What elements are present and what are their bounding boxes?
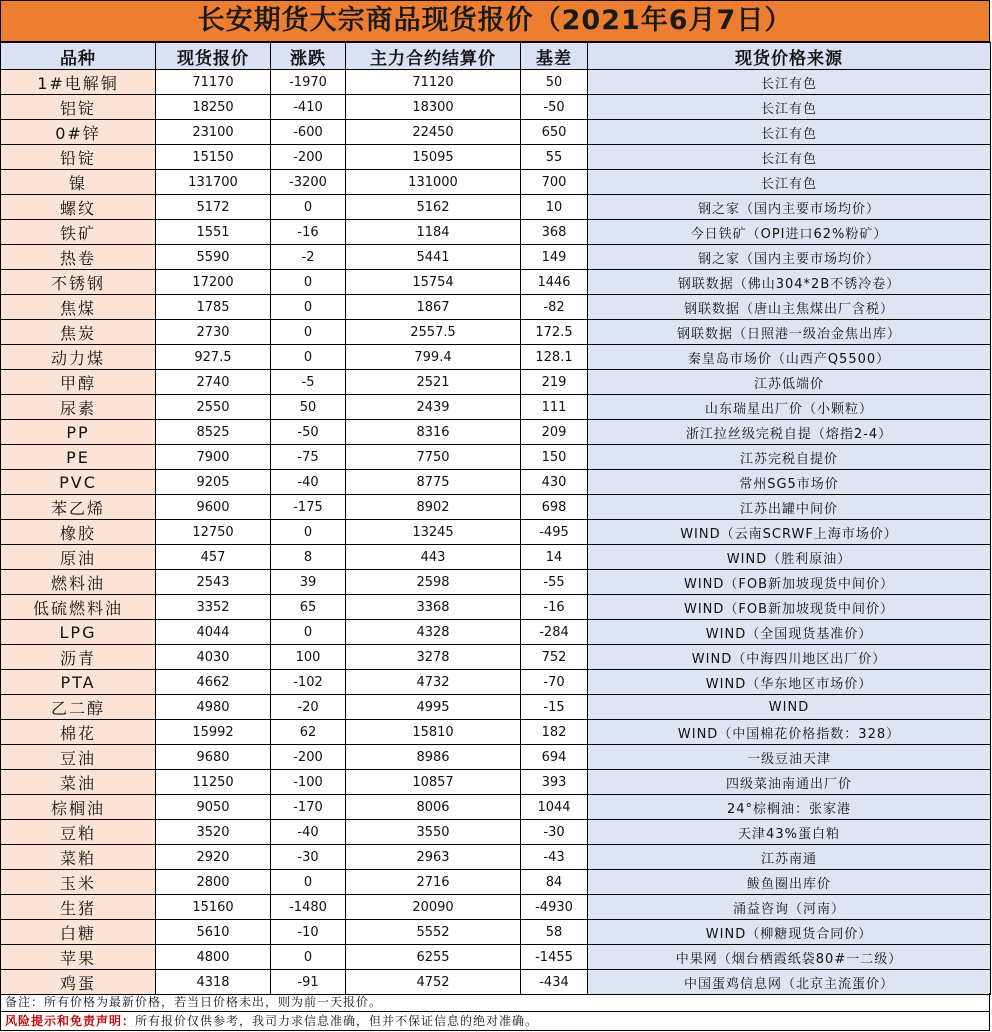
settlement-cell: 1867 (346, 295, 521, 320)
table-row (1, 395, 991, 420)
table-row (1, 245, 991, 270)
change-cell: 0 (271, 620, 346, 645)
basis-cell: 10 (521, 195, 588, 220)
variety-cell: 豆粕 (1, 820, 156, 845)
change-cell: -170 (271, 795, 346, 820)
table-row (1, 895, 991, 920)
settlement-cell: 8902 (346, 495, 521, 520)
source-cell: 钢联数据（日照港一级冶金焦出库） (588, 320, 991, 345)
variety-cell: 菜油 (1, 770, 156, 795)
variety-cell: 0#锌 (1, 120, 156, 145)
basis-cell: -82 (521, 295, 588, 320)
change-cell: 65 (271, 595, 346, 620)
settlement-cell: 8316 (346, 420, 521, 445)
settlement-cell: 3550 (346, 820, 521, 845)
source-cell: 长江有色 (588, 170, 991, 195)
source-cell: 钢联数据（唐山主焦煤出厂含税） (588, 295, 991, 320)
change-cell: -40 (271, 470, 346, 495)
basis-cell: 430 (521, 470, 588, 495)
basis-cell: -4930 (521, 895, 588, 920)
source-cell: WIND（全国现货基准价） (588, 620, 991, 645)
source-cell: WIND（中国棉花价格指数：328） (588, 720, 991, 745)
basis-cell: -284 (521, 620, 588, 645)
variety-cell: 燃料油 (1, 570, 156, 595)
change-cell: -200 (271, 745, 346, 770)
source-cell: 长江有色 (588, 95, 991, 120)
spot-price-cell: 2920 (156, 845, 271, 870)
spot-price-cell: 5172 (156, 195, 271, 220)
basis-cell: 172.5 (521, 320, 588, 345)
variety-cell: 乙二醇 (1, 695, 156, 720)
variety-cell: 橡胶 (1, 520, 156, 545)
basis-cell: 150 (521, 445, 588, 470)
spot-price-cell: 7900 (156, 445, 271, 470)
settlement-cell: 5552 (346, 920, 521, 945)
table-row (1, 120, 991, 145)
basis-cell: 368 (521, 220, 588, 245)
source-cell: 钢之家（国内主要市场均价） (588, 195, 991, 220)
spot-price-cell: 9050 (156, 795, 271, 820)
basis-cell: 1044 (521, 795, 588, 820)
change-cell: -1480 (271, 895, 346, 920)
price-table (0, 42, 991, 995)
basis-cell: 694 (521, 745, 588, 770)
settlement-cell: 2557.5 (346, 320, 521, 345)
basis-cell: -70 (521, 670, 588, 695)
table-row (1, 145, 991, 170)
change-cell: -5 (271, 370, 346, 395)
spot-price-cell: 5590 (156, 245, 271, 270)
table-row (1, 95, 991, 120)
table-row (1, 345, 991, 370)
basis-cell: 752 (521, 645, 588, 670)
source-cell: 常州SG5市场价 (588, 470, 991, 495)
settlement-cell: 8775 (346, 470, 521, 495)
basis-cell: 55 (521, 145, 588, 170)
spot-price-cell: 4318 (156, 970, 271, 995)
spot-price-cell: 15992 (156, 720, 271, 745)
source-cell: 中果网（烟台栖霞纸袋80#一二级） (588, 945, 991, 970)
basis-cell: 14 (521, 545, 588, 570)
change-cell: -75 (271, 445, 346, 470)
settlement-cell: 10857 (346, 770, 521, 795)
spot-price-cell: 15150 (156, 145, 271, 170)
table-row (1, 70, 991, 95)
change-cell: -10 (271, 920, 346, 945)
spot-price-cell: 9205 (156, 470, 271, 495)
variety-cell: 玉米 (1, 870, 156, 895)
variety-cell: 铝锭 (1, 95, 156, 120)
change-cell: -16 (271, 220, 346, 245)
basis-cell: 50 (521, 70, 588, 95)
settlement-cell: 15754 (346, 270, 521, 295)
change-cell: -30 (271, 845, 346, 870)
variety-cell: 尿素 (1, 395, 156, 420)
change-cell: -3200 (271, 170, 346, 195)
table-row (1, 295, 991, 320)
change-cell: 0 (271, 195, 346, 220)
settlement-cell: 15810 (346, 720, 521, 745)
table-row (1, 595, 991, 620)
change-cell: -200 (271, 145, 346, 170)
table-row (1, 695, 991, 720)
spot-price-cell: 23100 (156, 120, 271, 145)
table-row (1, 420, 991, 445)
change-cell: 0 (271, 945, 346, 970)
change-cell: -20 (271, 695, 346, 720)
risk-label: 风险提示和免责声明： (5, 1014, 136, 1028)
basis-cell: 149 (521, 245, 588, 270)
variety-cell: 动力煤 (1, 345, 156, 370)
change-cell: -50 (271, 420, 346, 445)
basis-cell: 1446 (521, 270, 588, 295)
spot-price-cell: 457 (156, 545, 271, 570)
source-cell: 四级菜油南通出厂价 (588, 770, 991, 795)
header-settlement: 主力合约结算价 (346, 43, 521, 70)
header-variety: 品种 (1, 43, 156, 70)
variety-cell: 焦煤 (1, 295, 156, 320)
settlement-cell: 2439 (346, 395, 521, 420)
source-cell: WIND (588, 695, 991, 720)
variety-cell: PP (1, 420, 156, 445)
source-cell: 浙江拉丝级完税自提（熔指2-4） (588, 420, 991, 445)
basis-cell: -15 (521, 695, 588, 720)
basis-cell: 698 (521, 495, 588, 520)
source-cell: 江苏出罐中间价 (588, 495, 991, 520)
source-cell: 秦皇岛市场价（山西产Q5500） (588, 345, 991, 370)
variety-cell: 甲醇 (1, 370, 156, 395)
table-row (1, 270, 991, 295)
source-cell: WIND（华东地区市场价） (588, 670, 991, 695)
settlement-cell: 4995 (346, 695, 521, 720)
settlement-cell: 20090 (346, 895, 521, 920)
settlement-cell: 4328 (346, 620, 521, 645)
spot-price-cell: 2543 (156, 570, 271, 595)
table-row (1, 970, 991, 995)
settlement-cell: 3368 (346, 595, 521, 620)
basis-cell: 58 (521, 920, 588, 945)
source-cell: 鲅鱼圈出库价 (588, 870, 991, 895)
table-row (1, 670, 991, 695)
change-cell: -40 (271, 820, 346, 845)
settlement-cell: 8986 (346, 745, 521, 770)
basis-cell: -495 (521, 520, 588, 545)
table-row (1, 795, 991, 820)
settlement-cell: 5162 (346, 195, 521, 220)
table-row (1, 445, 991, 470)
variety-cell: LPG (1, 620, 156, 645)
variety-cell: 原油 (1, 545, 156, 570)
settlement-cell: 3278 (346, 645, 521, 670)
source-cell: WIND（中海四川地区出厂价） (588, 645, 991, 670)
variety-cell: PTA (1, 670, 156, 695)
settlement-cell: 4752 (346, 970, 521, 995)
variety-cell: 铁矿 (1, 220, 156, 245)
table-row (1, 770, 991, 795)
table-row (1, 170, 991, 195)
spot-price-cell: 3520 (156, 820, 271, 845)
spot-price-cell: 1551 (156, 220, 271, 245)
basis-cell: 219 (521, 370, 588, 395)
variety-cell: 白糖 (1, 920, 156, 945)
source-cell: 一级豆油天津 (588, 745, 991, 770)
source-cell: WIND（FOB新加坡现货中间价） (588, 595, 991, 620)
basis-cell: -16 (521, 595, 588, 620)
source-cell: 天津43%蛋白粕 (588, 820, 991, 845)
settlement-cell: 443 (346, 545, 521, 570)
basis-cell: 650 (521, 120, 588, 145)
source-cell: 涌益咨询（河南） (588, 895, 991, 920)
source-cell: 24°棕榈油：张家港 (588, 795, 991, 820)
table-body (1, 70, 991, 995)
risk-disclaimer (0, 1012, 990, 1031)
spot-price-cell: 17200 (156, 270, 271, 295)
source-cell: WIND（胜利原油） (588, 545, 991, 570)
table-row (1, 945, 991, 970)
change-cell: 0 (271, 320, 346, 345)
settlement-cell: 18300 (346, 95, 521, 120)
spot-price-cell: 4030 (156, 645, 271, 670)
change-cell: 39 (271, 570, 346, 595)
settlement-cell: 2521 (346, 370, 521, 395)
change-cell: 100 (271, 645, 346, 670)
basis-cell: 128.1 (521, 345, 588, 370)
change-cell: 50 (271, 395, 346, 420)
variety-cell: 热卷 (1, 245, 156, 270)
source-cell: 江苏低端价 (588, 370, 991, 395)
settlement-cell: 22450 (346, 120, 521, 145)
spot-price-cell: 4800 (156, 945, 271, 970)
settlement-cell: 2963 (346, 845, 521, 870)
change-cell: 8 (271, 545, 346, 570)
change-cell: -600 (271, 120, 346, 145)
change-cell: 0 (271, 520, 346, 545)
variety-cell: 豆油 (1, 745, 156, 770)
spot-price-cell: 4662 (156, 670, 271, 695)
variety-cell: 不锈钢 (1, 270, 156, 295)
change-cell: -102 (271, 670, 346, 695)
variety-cell: 棕榈油 (1, 795, 156, 820)
basis-cell: 209 (521, 420, 588, 445)
settlement-cell: 2598 (346, 570, 521, 595)
spot-price-cell: 2740 (156, 370, 271, 395)
change-cell: -91 (271, 970, 346, 995)
source-cell: 山东瑞星出厂价（小颗粒） (588, 395, 991, 420)
table-row (1, 920, 991, 945)
variety-cell: 螺纹 (1, 195, 156, 220)
source-cell: 今日铁矿（OPI进口62%粉矿） (588, 220, 991, 245)
change-cell: 0 (271, 295, 346, 320)
variety-cell: 鸡蛋 (1, 970, 156, 995)
basis-cell: -43 (521, 845, 588, 870)
spot-price-cell: 71170 (156, 70, 271, 95)
spot-price-cell: 2730 (156, 320, 271, 345)
table-row (1, 320, 991, 345)
change-cell: -410 (271, 95, 346, 120)
table-row (1, 220, 991, 245)
variety-cell: 生猪 (1, 895, 156, 920)
settlement-cell: 13245 (346, 520, 521, 545)
header-source: 现货价格来源 (588, 43, 991, 70)
source-cell: 钢联数据（佛山304*2B不锈冷卷） (588, 270, 991, 295)
basis-cell: -434 (521, 970, 588, 995)
variety-cell: 菜粕 (1, 845, 156, 870)
settlement-cell: 71120 (346, 70, 521, 95)
table-row (1, 195, 991, 220)
change-cell: 0 (271, 870, 346, 895)
variety-cell: 沥青 (1, 645, 156, 670)
change-cell: -1970 (271, 70, 346, 95)
settlement-cell: 799.4 (346, 345, 521, 370)
table-row (1, 545, 991, 570)
spot-price-cell: 4980 (156, 695, 271, 720)
source-cell: 长江有色 (588, 70, 991, 95)
change-cell: -175 (271, 495, 346, 520)
footnote: 备注：所有价格为最新价格，若当日价格未出，则为前一天报价。 (0, 993, 990, 1012)
settlement-cell: 5441 (346, 245, 521, 270)
change-cell: -100 (271, 770, 346, 795)
spot-price-cell: 2800 (156, 870, 271, 895)
header-row (1, 43, 991, 70)
spot-price-cell: 9600 (156, 495, 271, 520)
table-row (1, 570, 991, 595)
variety-cell: 焦炭 (1, 320, 156, 345)
source-cell: 钢之家（国内主要市场均价） (588, 245, 991, 270)
settlement-cell: 4732 (346, 670, 521, 695)
variety-cell: 低硫燃料油 (1, 595, 156, 620)
source-cell: 中国蛋鸡信息网（北京主流蛋价） (588, 970, 991, 995)
basis-cell: 393 (521, 770, 588, 795)
table-row (1, 720, 991, 745)
settlement-cell: 6255 (346, 945, 521, 970)
spot-price-cell: 1785 (156, 295, 271, 320)
table-row (1, 820, 991, 845)
settlement-cell: 2716 (346, 870, 521, 895)
basis-cell: -50 (521, 95, 588, 120)
change-cell: 0 (271, 270, 346, 295)
settlement-cell: 15095 (346, 145, 521, 170)
settlement-cell: 1184 (346, 220, 521, 245)
header-spot-price: 现货报价 (156, 43, 271, 70)
source-cell: WIND（云南SCRWF上海市场价） (588, 520, 991, 545)
spot-price-cell: 11250 (156, 770, 271, 795)
change-cell: 0 (271, 345, 346, 370)
source-cell: WIND（FOB新加坡现货中间价） (588, 570, 991, 595)
spot-price-cell: 8525 (156, 420, 271, 445)
basis-cell: 111 (521, 395, 588, 420)
table-row (1, 370, 991, 395)
spot-price-cell: 927.5 (156, 345, 271, 370)
basis-cell: 700 (521, 170, 588, 195)
change-cell: 62 (271, 720, 346, 745)
spot-price-cell: 5610 (156, 920, 271, 945)
spot-price-cell: 12750 (156, 520, 271, 545)
settlement-cell: 8006 (346, 795, 521, 820)
table-row (1, 520, 991, 545)
basis-cell: -55 (521, 570, 588, 595)
table-row (1, 870, 991, 895)
header-basis: 基差 (521, 43, 588, 70)
table-row (1, 645, 991, 670)
header-change: 涨跌 (271, 43, 346, 70)
table-row (1, 495, 991, 520)
variety-cell: 苹果 (1, 945, 156, 970)
variety-cell: 镍 (1, 170, 156, 195)
table-row (1, 745, 991, 770)
change-cell: -2 (271, 245, 346, 270)
page-title: 长安期货大宗商品现货报价（2021年6月7日） (0, 0, 990, 42)
variety-cell: PVC (1, 470, 156, 495)
source-cell: 江苏南通 (588, 845, 991, 870)
variety-cell: 苯乙烯 (1, 495, 156, 520)
settlement-cell: 7750 (346, 445, 521, 470)
spot-price-cell: 18250 (156, 95, 271, 120)
basis-cell: -1455 (521, 945, 588, 970)
risk-text: 所有报价仅供参考，我司力求信息准确，但并不保证信息的绝对准确。 (135, 1014, 539, 1028)
table-row (1, 845, 991, 870)
table-row (1, 620, 991, 645)
spot-price-cell: 2550 (156, 395, 271, 420)
variety-cell: 1#电解铜 (1, 70, 156, 95)
spot-price-cell: 131700 (156, 170, 271, 195)
settlement-cell: 131000 (346, 170, 521, 195)
spot-price-cell: 15160 (156, 895, 271, 920)
spot-price-cell: 3352 (156, 595, 271, 620)
variety-cell: PE (1, 445, 156, 470)
spot-price-cell: 4044 (156, 620, 271, 645)
basis-cell: -30 (521, 820, 588, 845)
variety-cell: 棉花 (1, 720, 156, 745)
source-cell: WIND（柳糖现货合同价） (588, 920, 991, 945)
source-cell: 长江有色 (588, 145, 991, 170)
variety-cell: 铅锭 (1, 145, 156, 170)
table-row (1, 470, 991, 495)
source-cell: 江苏完税自提价 (588, 445, 991, 470)
basis-cell: 182 (521, 720, 588, 745)
basis-cell: 84 (521, 870, 588, 895)
source-cell: 长江有色 (588, 120, 991, 145)
spot-price-cell: 9680 (156, 745, 271, 770)
